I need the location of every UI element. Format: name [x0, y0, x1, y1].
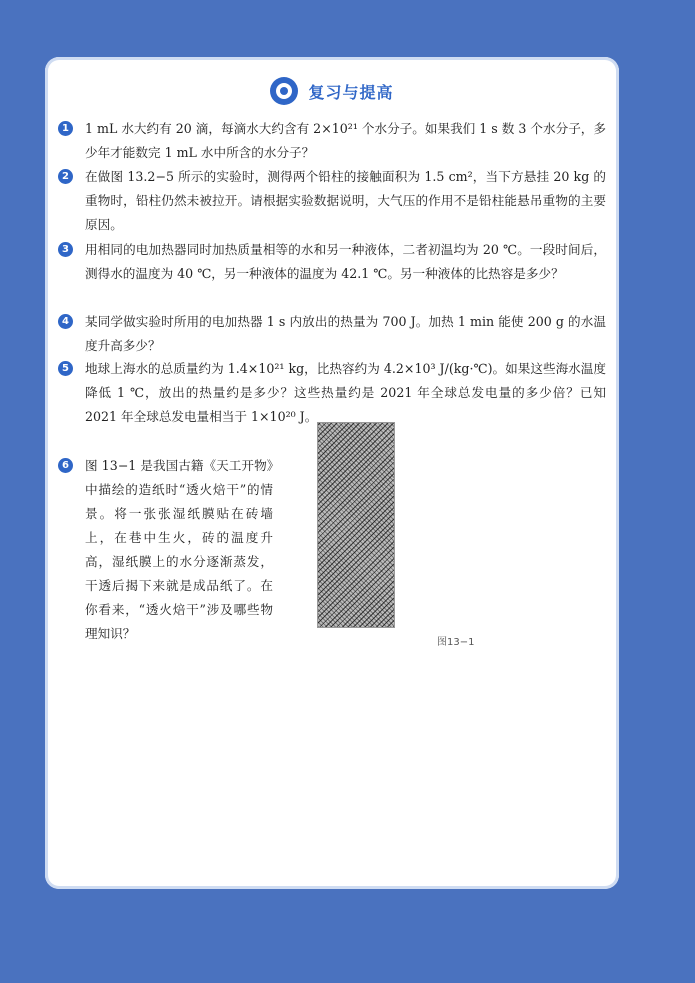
- question-number: 2: [58, 169, 73, 184]
- question-2: [58, 165, 606, 237]
- question-number: 6: [58, 458, 73, 473]
- question-text: 图 13−1 是我国古籍《天工开物》中描绘的造纸时“透火焙干”的情景。将一张张湿纸膜贴在砖墙上，在巷中生火，砖的温度升高，湿纸膜上的水分逐渐蒸发，干透后揭下来就是成品纸了。在你看来，“透火焙干”涉及哪些物理知识？: [85, 458, 273, 641]
- question-5: [58, 357, 606, 429]
- section-header: [45, 77, 619, 105]
- question-number: 4: [58, 314, 73, 329]
- question-number: 5: [58, 361, 73, 376]
- question-text: 在做图 13.2−5 所示的实验时，测得两个铅柱的接触面积为 1.5 cm²，当下方悬挂 20 kg 的重物时，铅柱仍然未被拉开。请根据实验数据说明，大气压的作用不是铅柱能悬吊重物的主要原因。: [85, 169, 606, 232]
- review-panel: [45, 57, 619, 889]
- section-title: 复习与提高: [308, 82, 394, 102]
- question-number: 3: [58, 242, 73, 257]
- figure-image: [317, 422, 395, 628]
- question-text: 1 mL 水大约有 20 滴，每滴水大约含有 2×10²¹ 个水分子。如果我们 1 s 数 3 个水分子，多少年才能数完 1 mL 水中所含的水分子？: [85, 121, 606, 160]
- question-number: 1: [58, 121, 73, 136]
- question-6: [58, 454, 273, 646]
- question-text: 某同学做实验时所用的电加热器 1 s 内放出的热量为 700 J。加热 1 min 能使 200 g 的水温度升高多少？: [85, 314, 606, 353]
- question-1: [58, 117, 606, 165]
- target-icon: [270, 77, 298, 105]
- question-3: [58, 238, 606, 286]
- figure-caption: 图13−1: [437, 637, 475, 648]
- question-text: 用相同的电加热器同时加热质量相等的水和另一种液体，二者初温均为 20 ℃。一段时间后，测得水的温度为 40 ℃，另一种液体的温度为 42.1 ℃。另一种液体的比热容是多少？: [85, 242, 606, 281]
- question-text: 地球上海水的总质量约为 1.4×10²¹ kg，比热容约为 4.2×10³ J/(kg·℃)。如果这些海水温度降低 1 ℃，放出的热量约是多少？这些热量约是 2021 年全球总发电量的多少倍？已知 2021 年全球总发电量相当于 1×10²⁰ J。: [85, 361, 606, 424]
- question-4: [58, 310, 606, 358]
